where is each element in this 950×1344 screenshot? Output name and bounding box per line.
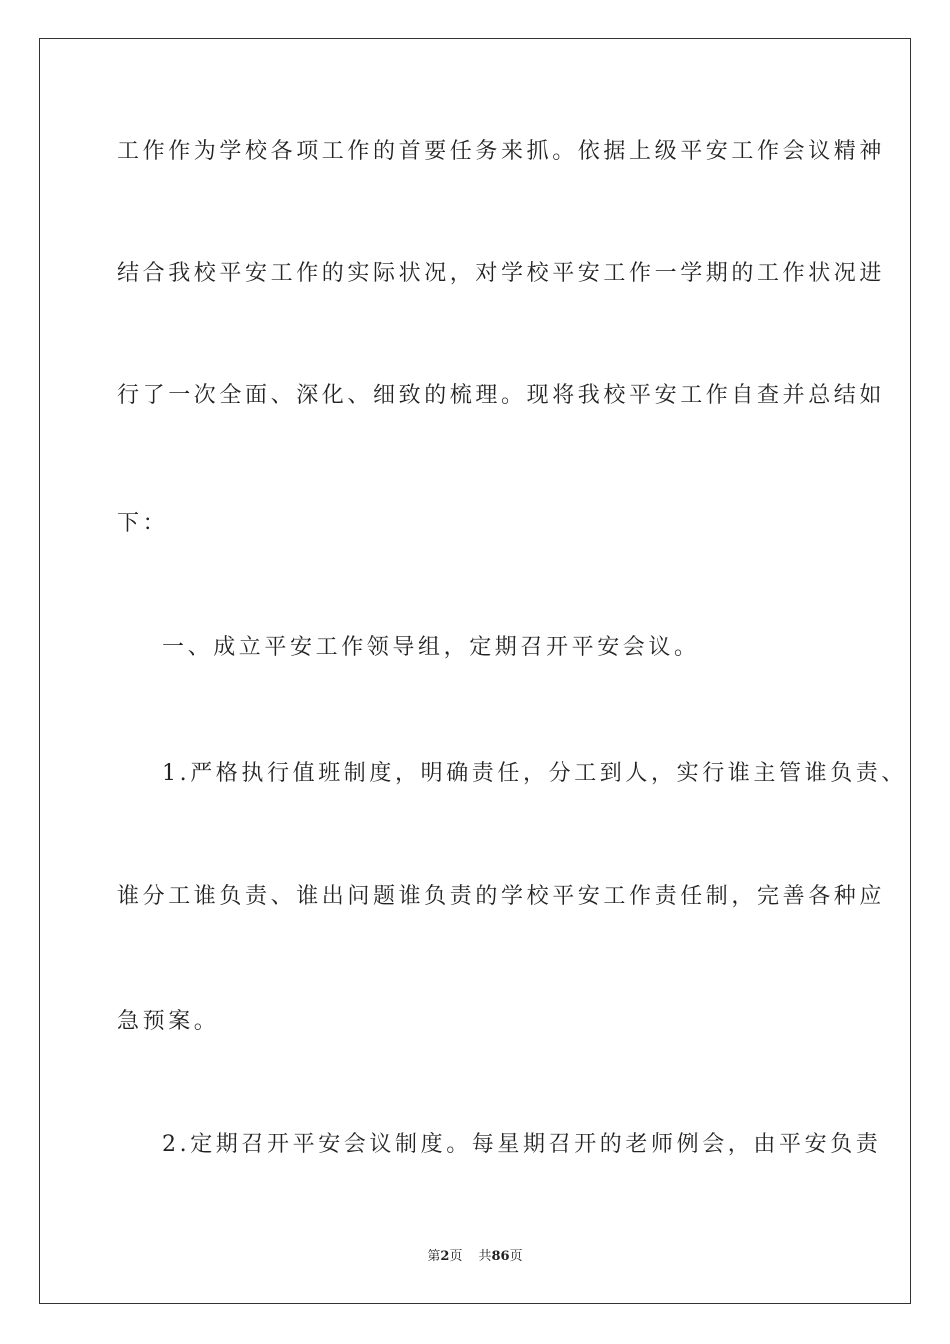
body-line: 谁分工谁负责、谁出问题谁负责的学校平安工作责任制，完善各种应 [117,884,886,909]
list-item-2-line: 2.定期召开平安会议制度。每星期召开的老师例会，由平安负责 [162,1132,882,1157]
body-line: 下： [117,511,169,536]
list-item-1-line: 1.严格执行值班制度，明确责任，分工到人，实行谁主管谁负责、 [162,761,907,786]
body-line: 行了一次全面、深化、细致的梳理。现将我校平安工作自查并总结如 [117,383,886,408]
body-line: 结合我校平安工作的实际状况，对学校平安工作一学期的工作状况进 [117,261,886,286]
body-line: 急预案。 [117,1009,220,1034]
body-line: 工作作为学校各项工作的首要任务来抓。依据上级平安工作会议精神 [117,139,886,164]
page-suffix: 页 [449,1249,463,1264]
section-heading: 一、成立平安工作领导组，定期召开平安会议。 [162,635,700,660]
page-frame [39,38,911,1304]
page-footer [0,1248,950,1266]
total-suffix: 页 [509,1249,523,1264]
total-pages: 86 [491,1249,510,1264]
page-prefix: 第 [427,1249,441,1264]
page-number: 2 [440,1249,450,1264]
total-prefix: 共 [478,1249,492,1264]
